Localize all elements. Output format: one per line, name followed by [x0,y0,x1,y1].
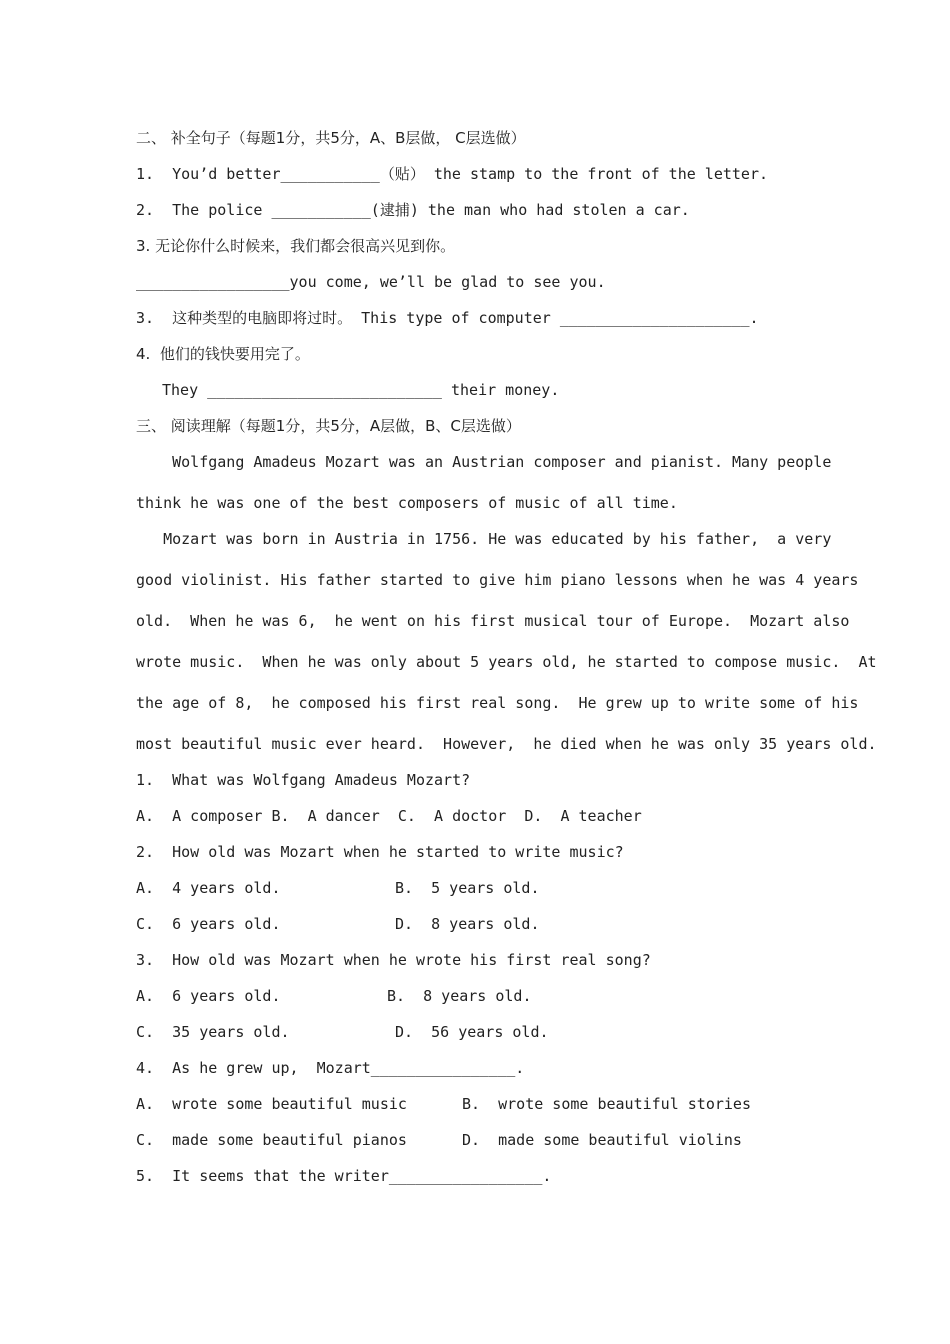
reading-question-3-option-c: C. 35 years old. [136,1023,290,1041]
passage-paragraph-2-line-2: good violinist. His father started to give him piano lessons when he was 4 years [136,571,859,589]
reading-question-4: 4. As he grew up, Mozart________________. [136,1059,525,1077]
passage-paragraph-2-line-5: the age of 8, he composed his first real song. He grew up to write some of his [136,694,859,712]
passage-paragraph-2-line-3: old. When he was 6, he went on his first musical tour of Europe. Mozart also [136,612,850,630]
section2-question-4-english: They __________________________ their money. [162,381,560,399]
passage-paragraph-2-line-6: most beautiful music ever heard. However, he died when he was only 35 years old. [136,735,877,753]
reading-question-2-option-d: D. 8 years old. [395,915,540,933]
section3-heading: 三、 阅读理解（每题1分，共5分，A层做，B、C层选做） [136,417,521,435]
section2-question-3-english: _________________you come, we’ll be glad to see you. [136,273,606,291]
reading-question-2-option-c: C. 6 years old. [136,915,281,933]
reading-question-5: 5. It seems that the writer_________________. [136,1167,552,1185]
reading-question-4-option-d: D. made some beautiful violins [462,1131,742,1149]
reading-question-3-option-b: B. 8 years old. [387,987,532,1005]
reading-question-2-option-b: B. 5 years old. [395,879,540,897]
reading-question-3: 3. How old was Mozart when he wrote his first real song? [136,951,651,969]
reading-question-3-option-d: D. 56 years old. [395,1023,549,1041]
section2-question-4-chinese: 4. 他们的钱快要用完了。 [136,345,310,363]
reading-question-2: 2. How old was Mozart when he started to write music? [136,843,624,861]
reading-question-1-options: A. A composer B. A dancer C. A doctor D. A teacher [136,807,642,825]
section2-question-1: 1. You’d better___________（贴） the stamp to the front of the letter. [136,165,768,183]
passage-paragraph-1-line-2: think he was one of the best composers of music of all time. [136,494,678,512]
reading-question-4-option-a: A. wrote some beautiful music [136,1095,407,1113]
reading-question-4-option-b: B. wrote some beautiful stories [462,1095,751,1113]
reading-question-2-option-a: A. 4 years old. [136,879,281,897]
reading-question-3-option-a: A. 6 years old. [136,987,281,1005]
passage-paragraph-2-line-1: Mozart was born in Austria in 1756. He was educated by his father, a very [136,530,832,548]
section2-question-3-chinese: 3. 无论你什么时候来，我们都会很高兴见到你。 [136,237,456,255]
reading-question-4-option-c: C. made some beautiful pianos [136,1131,407,1149]
section2-question-3b: 3. 这种类型的电脑即将过时。 This type of computer _____________________. [136,309,759,327]
reading-question-1: 1. What was Wolfgang Amadeus Mozart? [136,771,471,789]
section2-question-2: 2. The police ___________(逮捕) the man who had stolen a car. [136,201,690,219]
passage-paragraph-1-line-1: Wolfgang Amadeus Mozart was an Austrian composer and pianist. Many people [136,453,832,471]
section2-heading: 二、 补全句子（每题1分，共5分，A、B层做， C层选做） [136,129,526,147]
passage-paragraph-2-line-4: wrote music. When he was only about 5 years old, he started to compose music. At [136,653,877,671]
